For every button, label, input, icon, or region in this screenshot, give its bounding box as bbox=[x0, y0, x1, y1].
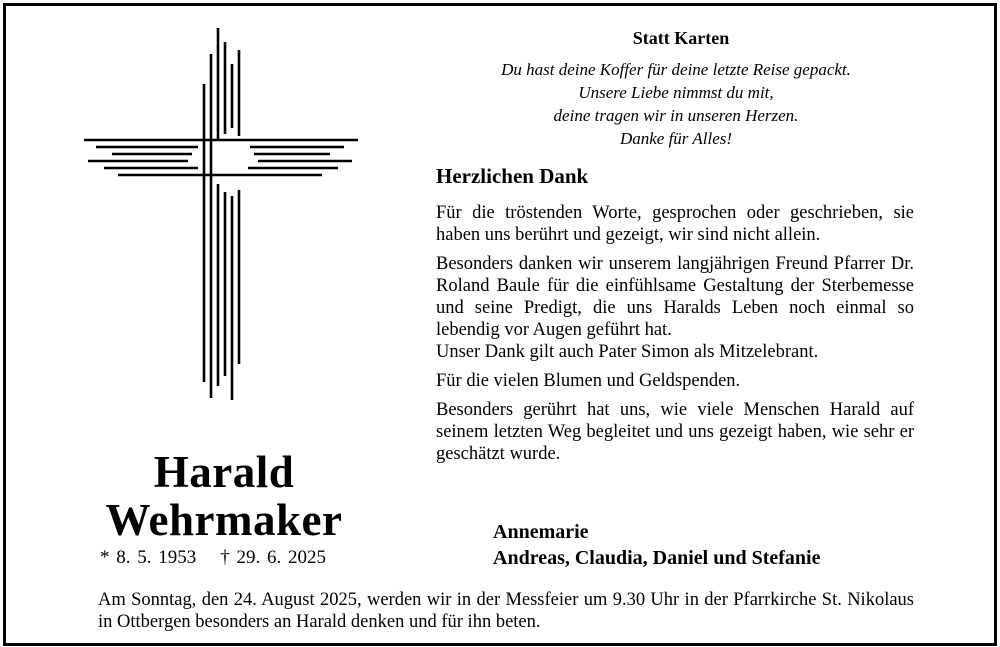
signer-line: Andreas, Claudia, Daniel und Stefanie bbox=[493, 547, 821, 569]
obituary-card bbox=[3, 3, 997, 646]
paragraph: Für die vielen Blumen und Geldspenden. bbox=[436, 371, 741, 391]
poem bbox=[446, 58, 906, 150]
cross-icon bbox=[78, 24, 362, 404]
poem-line: Du hast deine Koffer für deine letzte Reise gepackt. bbox=[501, 60, 851, 79]
thanks-heading: Herzlichen Dank bbox=[436, 164, 589, 188]
birth-date: * 8. 5. 1953 bbox=[100, 547, 197, 568]
paragraph: Besonders gerührt hat uns, wie viele Menschen Harald auf seinem letzten Weg begleitet und uns gezeigt haben, wie sehr er geschätzt wurde. bbox=[436, 400, 914, 464]
thanks-body bbox=[436, 202, 914, 472]
life-dates bbox=[100, 547, 326, 569]
paragraph: Besonders danken wir unserem langjährigen Freund Pfarrer Dr. Roland Baule für die einfühlsame Gestaltung der Sterbemesse und seine Predigt, die uns Haralds Leben noch einmal so lebendig vor Augen geführt hat. bbox=[436, 254, 914, 340]
poem-line: Danke für Alles! bbox=[619, 129, 733, 148]
statt-karten-label: Statt Karten bbox=[632, 28, 730, 48]
paragraph: Für die tröstenden Worte, gesprochen oder geschrieben, sie haben uns berührt und gezeigt, wir sind nicht allein. bbox=[436, 203, 914, 245]
death-date: † 29. 6. 2025 bbox=[220, 547, 326, 568]
first-name: Harald bbox=[153, 447, 295, 497]
signers bbox=[493, 519, 820, 571]
poem-line: Unsere Liebe nimmst du mit, bbox=[578, 83, 774, 102]
last-name: Wehrmaker bbox=[105, 495, 343, 545]
poem-line: deine tragen wir in unseren Herzen. bbox=[553, 106, 799, 125]
paragraph: Unser Dank gilt auch Pater Simon als Mitzelebrant. bbox=[436, 342, 819, 362]
memorial-mass-note: Am Sonntag, den 24. August 2025, werden wir in der Messfeier um 9.30 Uhr in der Pfarrkirche St. Nikolaus in Ottbergen besonders an Harald denken und für ihn beten. bbox=[98, 590, 914, 632]
signer-line: Annemarie bbox=[493, 521, 589, 543]
